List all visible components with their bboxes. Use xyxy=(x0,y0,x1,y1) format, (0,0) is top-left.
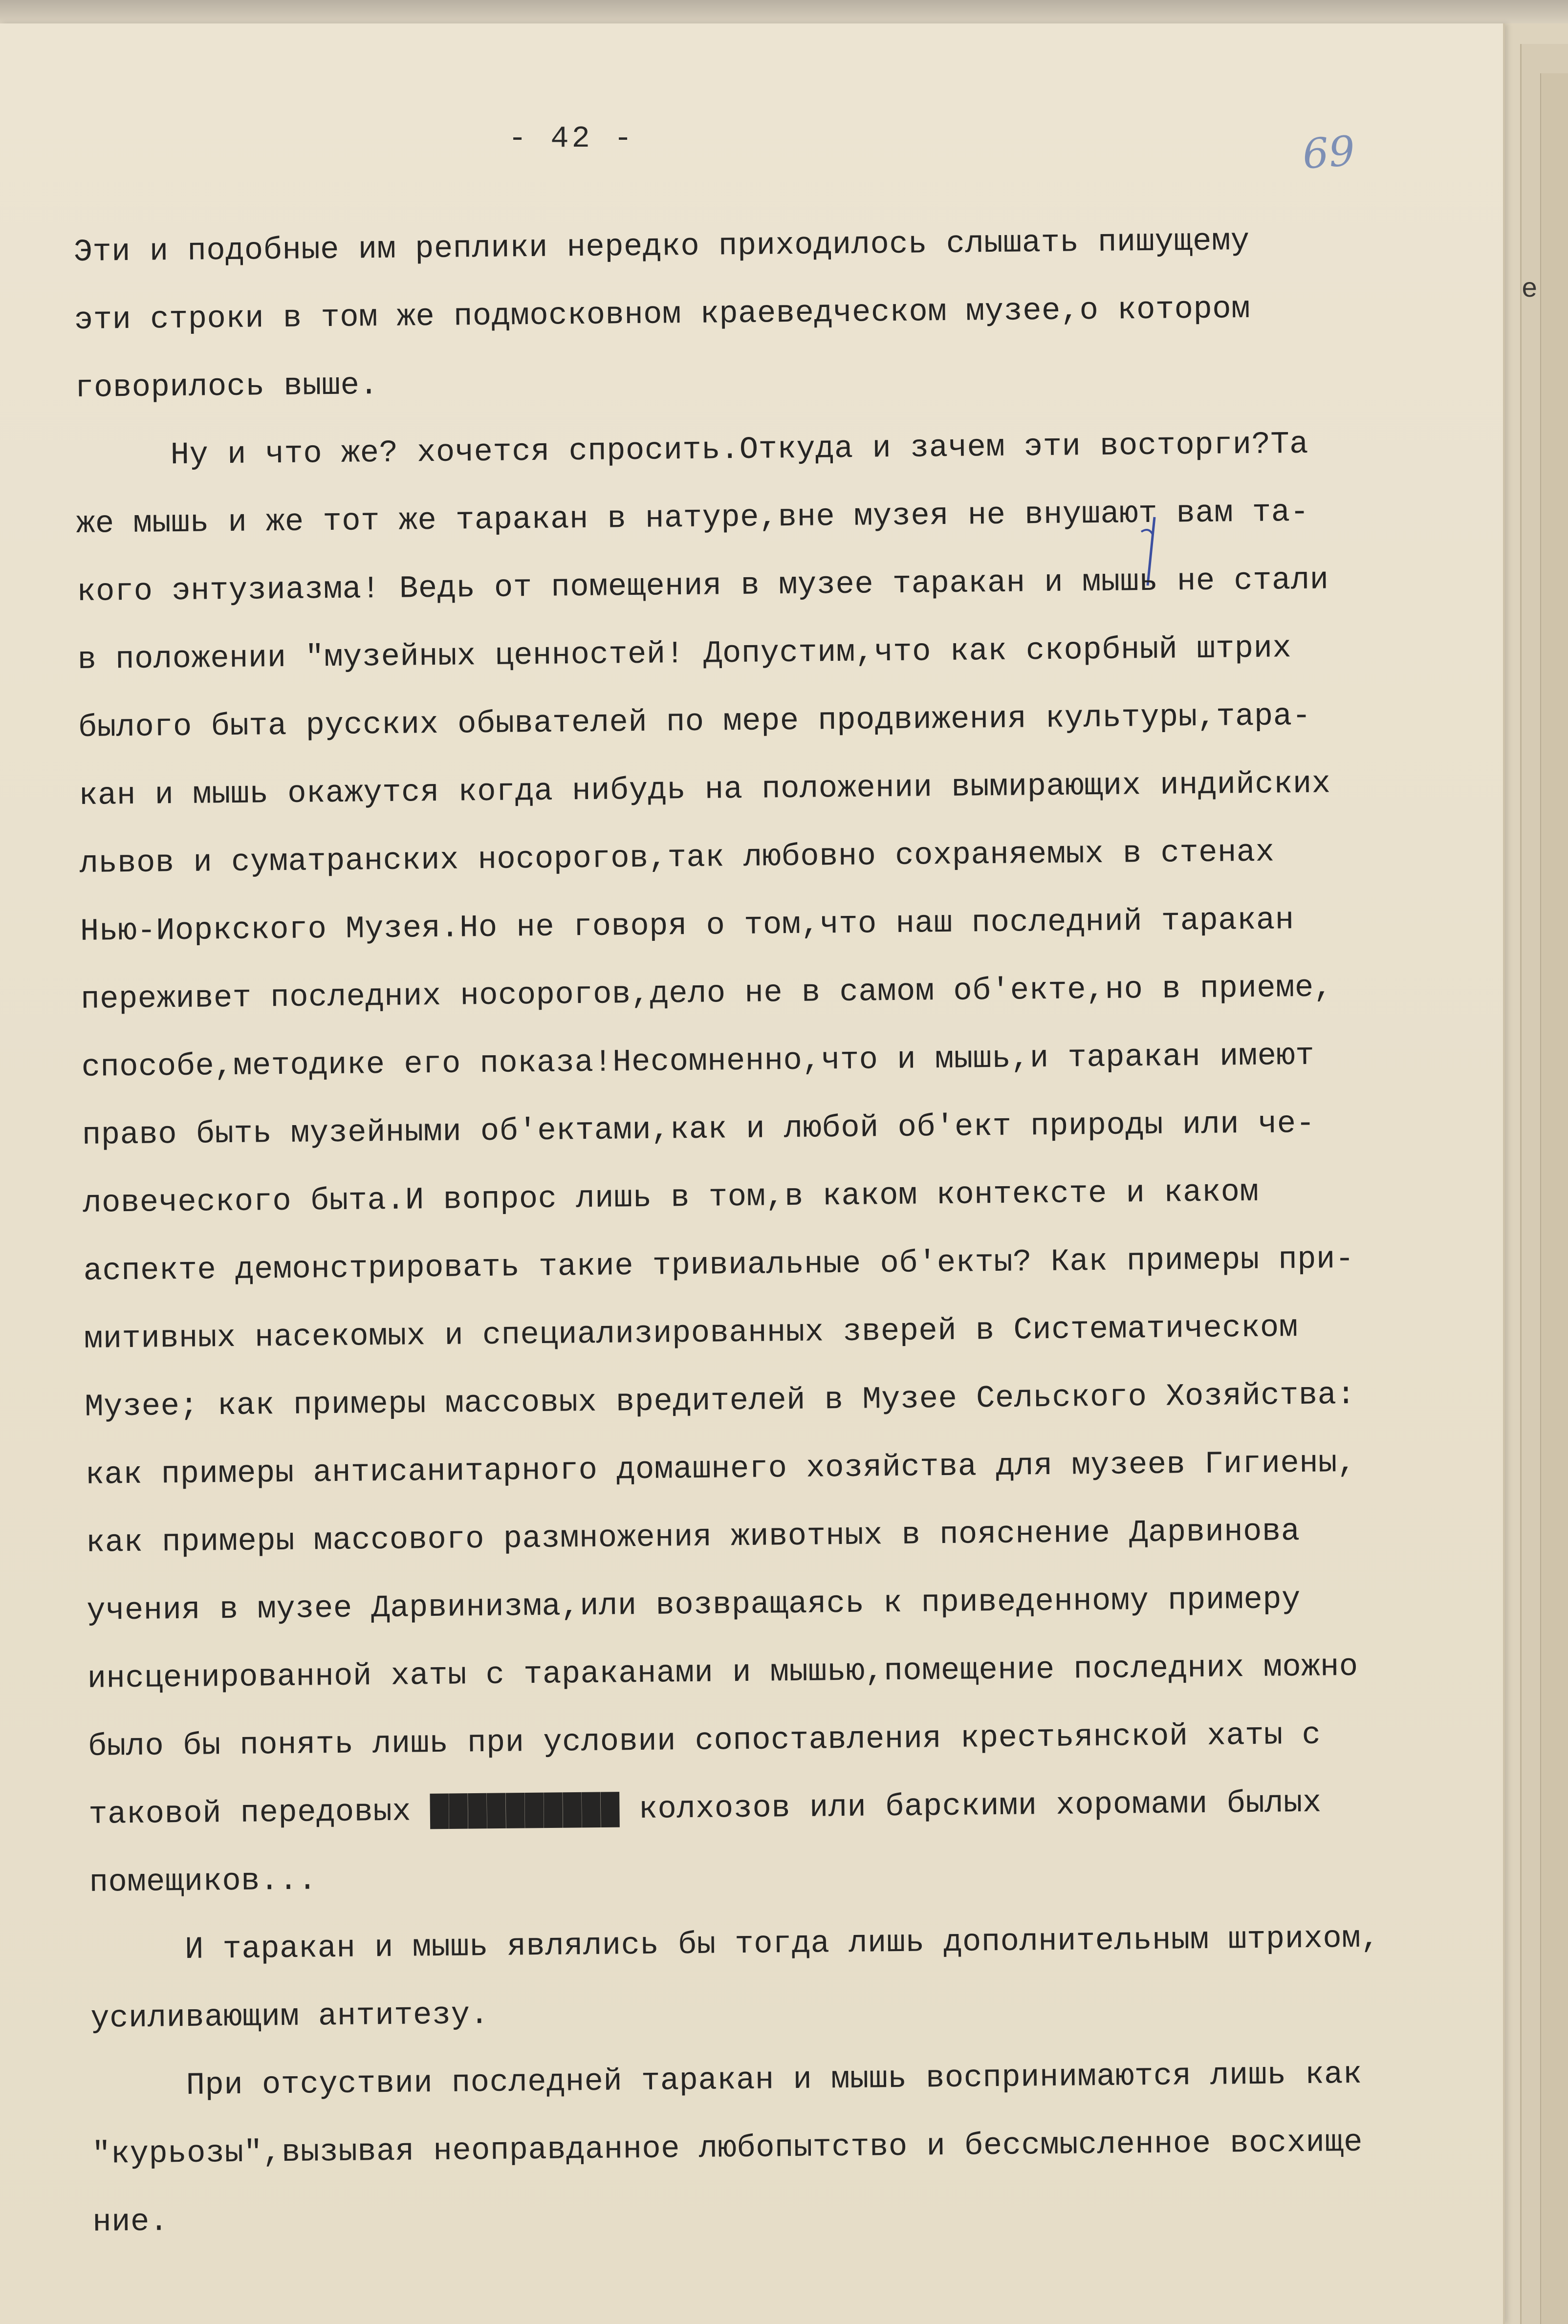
text-line: же мышь и же тот же таракан в натуре,вне музея не внушают вам та- xyxy=(76,495,1309,542)
text-line: говорилось выше. xyxy=(74,368,379,406)
body-text xyxy=(73,205,1540,2257)
scan-top-edge xyxy=(0,0,1568,23)
text-line: было бы понять лишь при условии сопоставления крестьянской хаты с xyxy=(87,1717,1321,1765)
text-line: кого энтузиазма! Ведь от помещения в музее таракан и мышь не стали xyxy=(76,563,1329,610)
text-line: переживет последних носорогов,дело не в самом об'екте,но в приеме, xyxy=(80,970,1333,1018)
underlying-page-text-fragment: е xyxy=(1521,274,1538,305)
text-line: "курьозы",вызывая неоправданное любопытство и бессмысленное восхище xyxy=(91,2125,1363,2172)
text-line: И таракан и мышь являлись бы тогда лишь дополнительным штрихом, xyxy=(89,1921,1380,1969)
text-line: При отсуствии последней таракан и мышь воспринимаются лишь как xyxy=(91,2057,1362,2105)
text-line: как примеры массового размножения животных в пояснение Дарвинова xyxy=(86,1514,1300,1561)
typed-page xyxy=(0,23,1505,2324)
page-number: - 42 - xyxy=(508,121,635,156)
text-line: ние. xyxy=(92,2204,169,2240)
text-line: кан и мышь окажутся когда нибудь на положении вымирающих индийских xyxy=(78,766,1331,814)
text-line: помещиков... xyxy=(89,1863,317,1901)
text-line: в положении "музейных ценностей! Допустим,что как скорбный штрих xyxy=(77,631,1292,678)
text-line: учения в музее Дарвинизма,или возвращаясь к приведенному примеру xyxy=(87,1582,1301,1629)
text-line: Музее; как примеры массовых вредителей в Музее Сельского Хозяйства: xyxy=(84,1377,1356,1425)
text-line: митивных насекомых и специализированных зверей в Систематическом xyxy=(84,1310,1298,1357)
text-line: способе,методике его показа!Несомненно,что и мышь,и таракан имеют xyxy=(81,1038,1315,1086)
text-line: усиливающим антитезу. xyxy=(90,1998,489,2037)
text-line: аспекте демонстрировать такие тривиальные об'екты? Как примеры при- xyxy=(83,1241,1354,1289)
text-line: как примеры антисанитарного домашнего хозяйства для музеев Гигиены, xyxy=(85,1445,1356,1493)
handwritten-folio-number: 69 xyxy=(1301,127,1357,178)
text-line: былого быта русских обывателей по мере продвижения культуры,тара- xyxy=(78,698,1311,746)
text-line: право быть музейными об'ектами,как и любой об'ект природы или че- xyxy=(82,1106,1315,1153)
text-line: ловеческого быта.И вопрос лишь в том,в каком контексте и каком xyxy=(82,1174,1259,1221)
text-line: эти строки в том же подмосковном краеведческом музее,о котором xyxy=(74,291,1251,338)
text-line: таковой передовых ██████████ колхозов или барскими хоромами былых xyxy=(88,1785,1322,1833)
text-line: Ну и что же? хочется спросить.Откуда и зачем эти восторги?Та xyxy=(75,427,1309,474)
text-line: Нью-Иоркского Музея.Но не говоря о том,что наш последний таракан xyxy=(80,903,1294,950)
text-line: инсценированной хаты с тараканами и мышью,помещение последних можно xyxy=(87,1649,1358,1697)
text-line: львов и суматранских носорогов,так любовно сохраняемых в стенах xyxy=(79,835,1275,882)
text-line: Эти и подобные им реплики нередко приходилось слышать пишущему xyxy=(73,223,1250,270)
underlying-page xyxy=(1540,73,1568,2324)
